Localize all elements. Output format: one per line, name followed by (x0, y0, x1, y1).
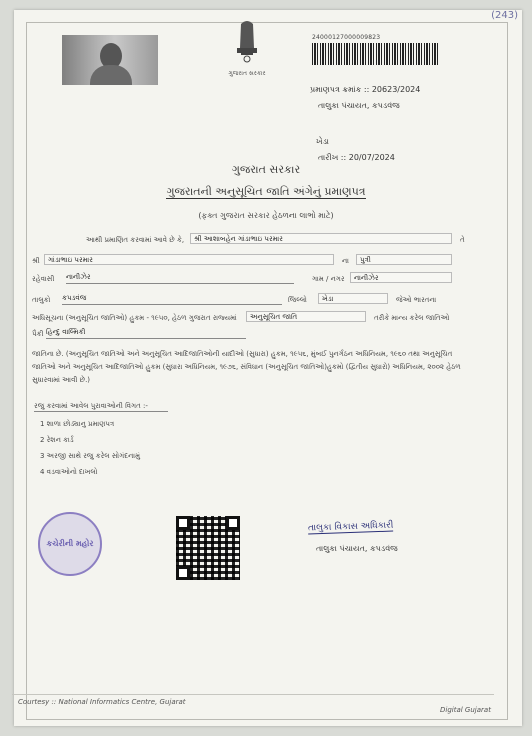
barcode-number: 24000127000009823 (312, 34, 381, 41)
footer-brand: Digital Gujarat (440, 706, 491, 714)
emblem-caption: ગુજરાત સરકાર (228, 70, 266, 77)
certificate-number: 20623/2024 (371, 85, 421, 94)
shri-label: શ્રી (32, 257, 40, 265)
documents-list (40, 416, 140, 480)
list-item: 4 વડવાઓનો દાખલો (40, 468, 98, 476)
office-line: તાલુકા પંચાયત, કપડવંજ (318, 101, 400, 110)
order-text: અધિસૂચના (અનુસૂચિત જાતિઓ) હુકમ - ૧૯૫૦, હેઠળ ગુજરાત રાજ્યમાં (32, 314, 237, 322)
legal-paragraph: જાતિના છે. (અનુસૂચિત જાતિઓ અને અનુસૂચિત આદિજાતિઓની યાદીઓ (સુધારા) હુકમ, ૧૯૫૬, મુંબઈ પુનર્ગઠન અધિનિયમ, ૧૯૬૦ તથા અનુસૂચિત જાતિઓ અને અનુસૂચિત આદિજાતિઓ હુકમ (સુધારા અધિનિયમ, ૧૯૭૬, સંવિધાન (અનુસૂચિત જાતિઓ)હુકમો (દ્વિતીય સુધારો) અધિનિયમ, ૨૦૦૨ હેઠળ સુધારવામાં આવી છે.) (32, 350, 461, 384)
caste-category: અનુસૂચિત જાતિ (246, 311, 366, 322)
village: નાનીઝેર (66, 272, 294, 284)
govt-heading: ગુજરાત સરકાર (231, 163, 301, 176)
place: ખેડા (316, 137, 329, 146)
signature: તાલુકા વિકાસ અધિકારી (307, 520, 394, 534)
taluka: કપડવંજ (62, 293, 282, 305)
handwritten-annotation: (243) (491, 10, 518, 21)
seal-text: કચેરીની મહોર (46, 539, 94, 548)
applicant-name: શ્રી આશાબહેન ગાંડાભાઇ પરમાર (190, 233, 452, 244)
date-line (318, 153, 395, 163)
relation: પુત્રી (356, 254, 452, 265)
certificate-title: ગુજરાતની અનુસૂચિત જાતિ અંગેનું પ્રમાણપત્ર (166, 185, 366, 198)
state-line: જેઓ ભારતના (396, 296, 437, 304)
district: ખેડા (318, 293, 388, 304)
certify-prefix: આથી પ્રમાણિત કરવામાં આવે છે કે, (86, 236, 185, 244)
applicant-photo (62, 35, 158, 85)
taluka-label: તાલુકો (32, 296, 51, 304)
father-name: ગાંડાભાઇ પરમાર (44, 254, 334, 265)
te-label: તે (460, 236, 465, 244)
footer-courtesy: Courtesy :: National Informatics Centre, Gujarat (18, 698, 186, 706)
emblem (222, 18, 272, 84)
date: 20/07/2024 (348, 153, 395, 162)
footer-divider (12, 694, 494, 695)
list-item: 1 શાળા છોડ્યાનુ પ્રમાણપત્ર (40, 420, 115, 428)
district-label: જિલ્લો (288, 296, 307, 304)
caste-prefix: પૈકી (32, 330, 44, 338)
na-label: ના (342, 257, 349, 265)
qr-code (176, 516, 240, 580)
sign-office: તાલુકા પંચાયત, કપડવંજ (316, 544, 398, 553)
barcode-block (312, 34, 438, 65)
village-label: ગામ / નગર (312, 275, 345, 283)
docs-heading: રજુ કરવામાં આવેલ પુરાવાઓની વિગત :- (34, 402, 168, 412)
caste: હિન્દુ વાલ્મિકી (46, 327, 246, 339)
list-item: 2 રેશન કાર્ડ (40, 436, 74, 444)
certificate-label: પ્રમાણપત્ર ક્રમાંક :: (310, 85, 370, 94)
resident-label: રહેવાસી (32, 275, 55, 283)
office-seal (38, 512, 102, 576)
certificate-subtitle: (ફક્ત ગુજરાત સરકાર હેઠળના લાભો માટે) (198, 211, 334, 220)
list-item: 3 અરજી સાથે રજુ કરેલ સોગંદનામું (40, 452, 141, 460)
certificate-number-line (310, 85, 420, 95)
recognized-text: તરીકે માન્ય કરેલ જાતિઓ (374, 314, 450, 322)
barcode (312, 43, 438, 65)
emblem-icon (231, 18, 263, 64)
date-label: તારીખ :: (318, 153, 347, 162)
village-2: નાનીઝેર (350, 272, 452, 283)
